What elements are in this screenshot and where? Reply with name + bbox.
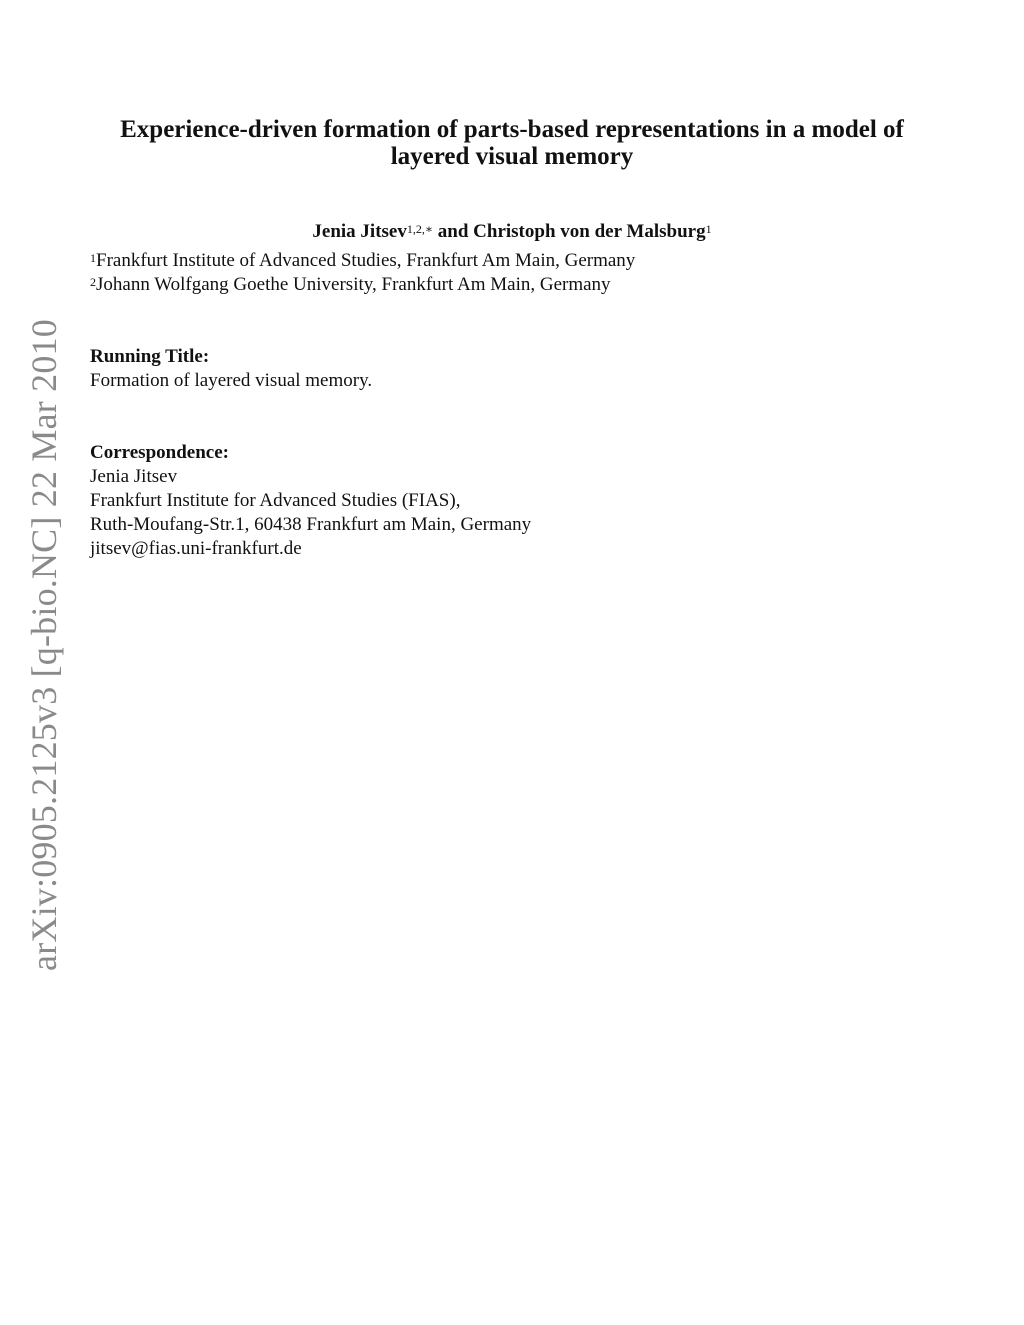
- arxiv-identifier-stamp: arXiv:0905.2125v3 [q-bio.NC] 22 Mar 2010: [24, 319, 64, 971]
- affiliation-2: [90, 273, 611, 297]
- running-title-heading: Running Title:: [90, 346, 210, 367]
- affiliation-1: [90, 249, 635, 273]
- correspondence-heading: Correspondence:: [90, 442, 229, 463]
- correspondence-address: Ruth-Moufang-Str.1, 60438 Frankfurt am Main, Germany: [90, 514, 532, 535]
- paper-title-line-1: Experience-driven formation of parts-based representations in a model of: [120, 116, 904, 143]
- author-connector: and: [433, 221, 474, 242]
- running-title-text: Formation of layered visual memory.: [90, 370, 373, 391]
- affiliation-2-mark: 2: [90, 275, 96, 289]
- correspondence-institution: Frankfurt Institute for Advanced Studies (FIAS),: [90, 490, 461, 511]
- paper-title-line-2: layered visual memory: [390, 143, 634, 170]
- author-1-affiliation-marks: 1,2,∗: [406, 222, 434, 236]
- correspondence-name: Jenia Jitsev: [90, 466, 178, 487]
- running-title-section: [90, 345, 372, 393]
- affiliation-1-text: Frankfurt Institute of Advanced Studies, Frankfurt Am Main, Germany: [96, 250, 636, 271]
- affiliation-2-text: Johann Wolfgang Goethe University, Frankfurt Am Main, Germany: [96, 274, 611, 295]
- author-list: [60, 219, 964, 245]
- paper-title: [60, 116, 964, 170]
- author-name-1: Jenia Jitsev: [312, 221, 407, 242]
- correspondence-email: jitsev@fias.uni-frankfurt.de: [90, 538, 302, 559]
- affiliation-1-mark: 1: [90, 251, 96, 265]
- author-name-2: Christoph von der Malsburg: [473, 221, 706, 242]
- author-2-affiliation-marks: 1: [705, 222, 712, 236]
- correspondence-section: [90, 441, 531, 561]
